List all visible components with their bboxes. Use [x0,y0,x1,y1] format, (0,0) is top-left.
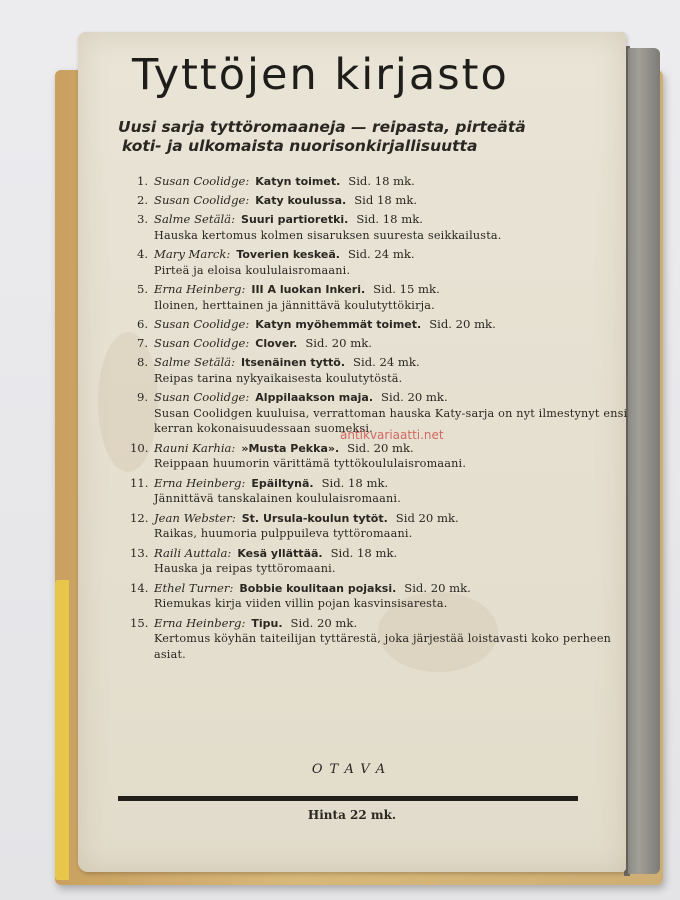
book-author: Susan Coolidge: [154,390,250,404]
book-author: Susan Coolidge: [154,192,250,207]
book-entry [130,441,630,472]
book-title: Suuri partioretki. [241,213,349,226]
book-entry [130,616,630,663]
subtitle-line-1: Uusi sarja tyttöromaaneja — reipasta, pirteätä [118,118,526,136]
book-description: Reipas tarina nykyaikaisesta koulutytöstä. [154,371,403,385]
book-description: Hauska ja reipas tyttöromaani. [154,562,336,575]
book-title: Katy koulussa. [255,193,347,207]
book-title: Epäiltynä. [251,476,314,490]
book-title: Tipu. [251,616,283,630]
book-title: Clover. [255,336,298,350]
cover-edge [55,580,69,880]
subtitle-line-2: koti- ja ulkomaista nuorisonkirjallisuutta [122,137,478,155]
book-entry [130,317,630,333]
book-price: Sid 20 mk. [395,510,459,525]
book-price: Sid. 15 mk. [373,282,440,296]
book-author: Mary Marck: [154,247,231,261]
book-number: 2. [136,192,148,207]
book-number: 14. [130,580,149,595]
book-author: Erna Heinberg: [154,475,246,490]
book-author: Salme Setälä: [154,355,236,369]
book-entry [130,247,630,278]
book-title: Kesä yllättää. [237,546,323,560]
book-entry [130,212,630,243]
book-author: Raili Auttala: [154,545,232,560]
book-price: Sid 18 mk. [354,192,418,207]
book-title: Bobbie koulitaan pojaksi. [239,581,397,595]
book-number: 1. [136,174,148,188]
series-price: Hinta 22 mk. [307,808,397,822]
book-author: Ethel Turner: [154,580,234,595]
book-price: Sid. 20 mk. [381,390,448,404]
book-number: 10. [130,440,149,455]
book-entry [130,390,630,437]
book-description: Riemukas kirja viiden villin pojan kasvinsisaresta. [154,597,448,610]
series-title: Tyttöjen kirjasto [132,50,509,100]
divider-rule [118,796,578,801]
book-description: Jännittävä tanskalainen koululaisromaani. [154,492,401,505]
book-number: 7. [136,335,148,350]
book-number: 15. [130,615,149,630]
book-title: Toverien keskeä. [236,248,340,261]
book-entry [130,174,630,190]
book-title: St. Ursula-koulun tytöt. [241,511,388,525]
book-price: Sid. 20 mk. [429,317,496,331]
book-entry [130,581,630,612]
book-price: Sid. 18 mk. [348,174,415,188]
book-entry [130,476,630,507]
book-number: 6. [136,317,148,331]
book-number: 13. [130,545,149,560]
book-author: Susan Coolidge: [154,174,250,188]
book-title: Alppilaakson maja. [255,391,374,404]
book-author: Susan Coolidge: [154,335,250,350]
book-entry [130,193,630,209]
book-number: 4. [136,247,148,261]
book-number: 11. [130,475,149,490]
book-price: Sid. 18 mk. [321,475,389,490]
book-entry [130,336,630,352]
book-description: Susan Coolidgen kuuluisa, verrattoman hauska Katy-sarja on nyt ilmestynyt ensi kerran kokonaisuudessaan suomeksi. [154,406,628,435]
book-price: Sid. 20 mk. [404,580,471,595]
book-number: 12. [130,510,149,525]
book-description: Iloinen, herttainen ja jännittävä koulutyttökirja. [154,298,435,312]
series-subtitle [118,118,618,156]
publisher-name: OTAVA [311,762,393,777]
book-number: 9. [136,390,148,404]
watermark-text: antikvariaatti.net [340,428,444,442]
book-title: Itsenäinen tyttö. [241,356,346,369]
book-price: Sid. 20 mk. [347,440,414,455]
book-author: Rauni Karhia: [154,440,236,455]
book-title: Katyn myöhemmät toimet. [255,318,422,331]
back-page [78,32,626,872]
book-price: Sid. 18 mk. [356,212,423,226]
book-number: 3. [136,212,148,226]
book-list [130,174,630,662]
book-number: 8. [136,355,148,369]
book-price: Sid. 24 mk. [347,247,415,261]
book-spine [628,48,660,874]
book-description: Raikas, huumoria pulppuileva tyttöromaani. [154,527,413,540]
book-description: Kertomus köyhän taiteilijan tyttärestä, joka järjestää loistavasti koko perheen asiat. [154,632,612,661]
book-description: Pirteä ja eloisa koululaisromaani. [154,263,351,277]
book-author: Jean Webster: [154,510,236,525]
book-price: Sid. 18 mk. [330,545,398,560]
book-author: Salme Setälä: [154,212,236,226]
book-title: III A luokan Inkeri. [251,283,366,296]
book-entry [130,511,630,542]
book-description: Reippaan huumorin värittämä tyttökoululaisromaani. [154,457,467,470]
book-title: »Musta Pekka». [241,441,340,455]
book-entry [130,282,630,313]
book-author: Susan Coolidge: [154,317,250,331]
book-entry [130,355,630,386]
book-number: 5. [136,282,148,296]
book-description: Hauska kertomus kolmen sisaruksen suuresta seikkailusta. [154,228,502,242]
book-author: Erna Heinberg: [154,282,246,296]
book-price: Sid. 20 mk. [290,615,358,630]
book-author: Erna Heinberg: [154,615,246,630]
book-entry [130,546,630,577]
book-price: Sid. 24 mk. [353,355,420,369]
book-title: Katyn toimet. [255,175,341,188]
book-price: Sid. 20 mk. [305,335,372,350]
